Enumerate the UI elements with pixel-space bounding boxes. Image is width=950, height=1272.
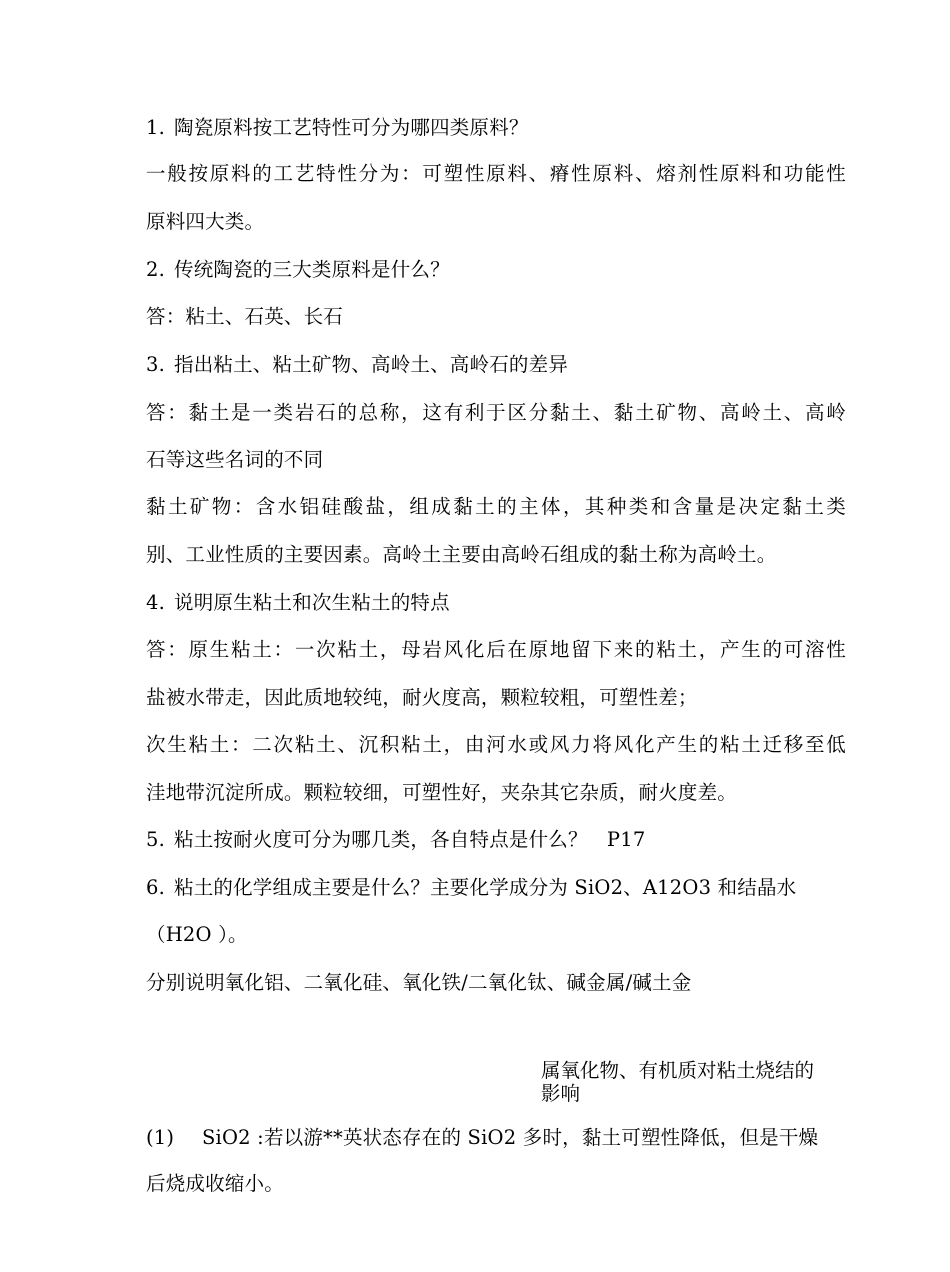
question-text: 传统陶瓷的三大类原料是什么？ [174,258,450,281]
answer-4-primary-line-2: 盐被水带走，因此质地较纯，耐火度高，颗粒较粗，可塑性差； [146,686,698,709]
question-3 [146,353,846,377]
answer-4-secondary-line-1: 次生粘土：二次粘土、沉积粘土，由河水或风力将风化产生的粘土迁移至低 [146,733,846,756]
question-number: 5. [146,828,166,851]
question-text: 粘土的化学组成主要是什么？主要化学成分为 SiO2、A12O3 和结晶水 [174,876,797,899]
question-text: 陶瓷原料按工艺特性可分为哪四类原料？ [174,116,529,139]
answer-4-primary-line-1: 答：原生粘土：一次粘土，母岩风化后在原地留下来的粘土，产生的可溶性 [146,638,846,661]
answer-2: 答：粘土、石英、长石 [146,305,344,328]
answer-1-line-1: 一般按原料的工艺特性分为：可塑性原料、瘠性原料、熔剂性原料和功能性 [146,162,846,185]
item-1-line-1 [146,1126,846,1150]
question-number: 1. [146,116,166,139]
question-number: 6. [146,876,166,899]
question-6-sub-question: 分别说明氧化铝、二氧化硅、氧化铁/二氧化钛、碱金属/碱土金 [146,971,692,994]
question-2 [146,258,846,282]
question-number: 2. [146,258,166,281]
answer-3-line-1: 答：黏土是一类岩石的总称，这有利于区分黏土、黏土矿物、高岭土、高岭 [146,401,846,424]
answer-3-detail-line-2: 别、工业性质的主要因素。高岭土主要由高岭石组成的黏土称为高岭土。 [146,543,777,566]
question-text: 指出粘土、粘土矿物、高岭土、高岭石的差异 [174,353,569,376]
question-text: 说明原生粘土和次生粘土的特点 [174,591,450,614]
question-1 [146,116,846,140]
answer-1-line-2: 原料四大类。 [146,210,265,233]
question-number: 4. [146,591,166,614]
answer-4-secondary-line-2: 洼地带沉淀所成。颗粒较细，可塑性好，夹杂其它杂质，耐火度差。 [146,781,738,804]
question-number: 3. [146,353,166,376]
answer-3-line-2: 石等这些名词的不同 [146,448,324,471]
question-6-line-2: （H2O ）。 [146,923,248,946]
question-6-sub-question-cont-1: 属氧化物、有机质对粘土烧结的 [541,1059,815,1082]
answer-3-detail-line-1: 黏土矿物：含水铝硅酸盐，组成黏土的主体，其种类和含量是决定黏土类 [146,495,846,518]
question-6-sub-question-cont-2: 影响 [541,1082,581,1105]
question-6-line-1 [146,876,846,900]
item-text: SiO2 :若以游**英状态存在的 SiO2 多时，黏土可塑性降低，但是干燥 [202,1126,819,1149]
item-1-line-2: 后烧成收缩小。 [146,1172,284,1195]
question-5 [146,828,846,852]
question-text: 粘土按耐火度可分为哪几类，各自特点是什么？ P17 [174,828,646,851]
question-4 [146,591,846,615]
item-number: (1) [146,1126,175,1149]
